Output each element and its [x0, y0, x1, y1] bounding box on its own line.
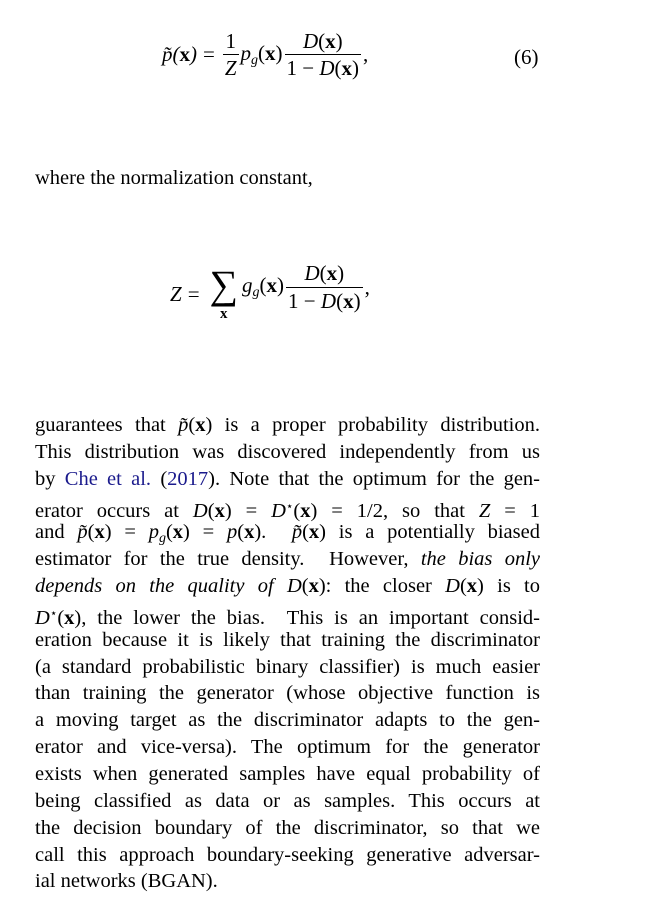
body-line-14: exists when generated samples have equal probability of [35, 762, 540, 785]
sum-operator: ∑ x [209, 262, 239, 322]
equation-6-label: (6) [514, 45, 539, 69]
body-line-18: ial networks (BGAN). [35, 870, 218, 893]
eqz-gg: $g_g(x)$ [242, 273, 285, 300]
eqz-ratio-den: 1 − D(x) [288, 288, 361, 313]
eqz-lhs: Z [170, 281, 182, 306]
citation-che-year[interactable]: 2017 [167, 467, 209, 490]
body-line-6: estimator for the true density. However, the bias only [35, 548, 540, 571]
body-line-3: by Che et al. (2017). Note that the optimum for the gen- [35, 467, 540, 490]
body-line-2: This distribution was discovered independently from us [35, 440, 540, 463]
body-line-9: eration because it is likely that training the discriminator [35, 628, 540, 651]
body-line-7: depends on the quality of D(x): the closer D(x) is to [35, 575, 541, 598]
body-line-17: call this approach boundary-seeking generative adversar- [35, 843, 540, 866]
eq6-ratio-fraction [285, 30, 362, 79]
body-line-8: D⋆(x), the lower the bias. This is an important consid- [35, 605, 540, 629]
eq6-pg: $p_g(x)$ [240, 40, 283, 68]
eq6-ratio-num: D(x) [302, 29, 343, 53]
body-line-5: and p̃(x) = $p_g(x) = p(x)$. p̃(x) is a potentially biased [35, 521, 540, 547]
citation-che-authors[interactable]: Che et al. [64, 467, 152, 490]
intro-text: where the normalization constant, [35, 167, 313, 189]
equation-z: Z = ∑ x $g_g(x)$ $\frac{D(x)}{1 - D(x)}$ , [170, 261, 370, 322]
body-line-12: a moving target as the discriminator adapts to the gen- [35, 709, 540, 732]
body-line-4: erator occurs at D(x) = D⋆(x) = 1/2, so that Z = 1 [35, 498, 540, 522]
eqz-comma: , [364, 274, 370, 299]
body-line-13: erator and vice-versa). The optimum for the generator [35, 736, 540, 759]
eq6-const-num: 1 [225, 29, 236, 53]
eq6-const-fraction [223, 30, 239, 79]
eq6-lhs: p̃(x) [162, 42, 197, 67]
body-line-11: than training the generator (whose objective function is [35, 682, 540, 705]
eq6-ratio-den: 1 − D(x) [286, 56, 360, 81]
body-line-10: (a standard probabilistic binary classifier) is much easier [35, 655, 540, 678]
body-line-16: the decision boundary of the discriminator, so that we [35, 816, 540, 839]
eqz-ratio-fraction [286, 262, 363, 311]
body-paragraph [35, 412, 540, 895]
eqz-ratio-num: D(x) [304, 261, 345, 286]
eq6-comma: , [363, 42, 369, 67]
equation-6: p̃(x) = $\frac{1}{Z}$ $p_g(x)$ $\frac{D(x)}{1 - D(x)}$ , [162, 29, 369, 81]
eq6-const-den: Z [224, 56, 237, 81]
body-line-1: guarantees that p̃(x) is a proper probability distribution. [35, 414, 540, 436]
body-line-15: being classified as data or as samples. This occurs at [35, 789, 540, 812]
